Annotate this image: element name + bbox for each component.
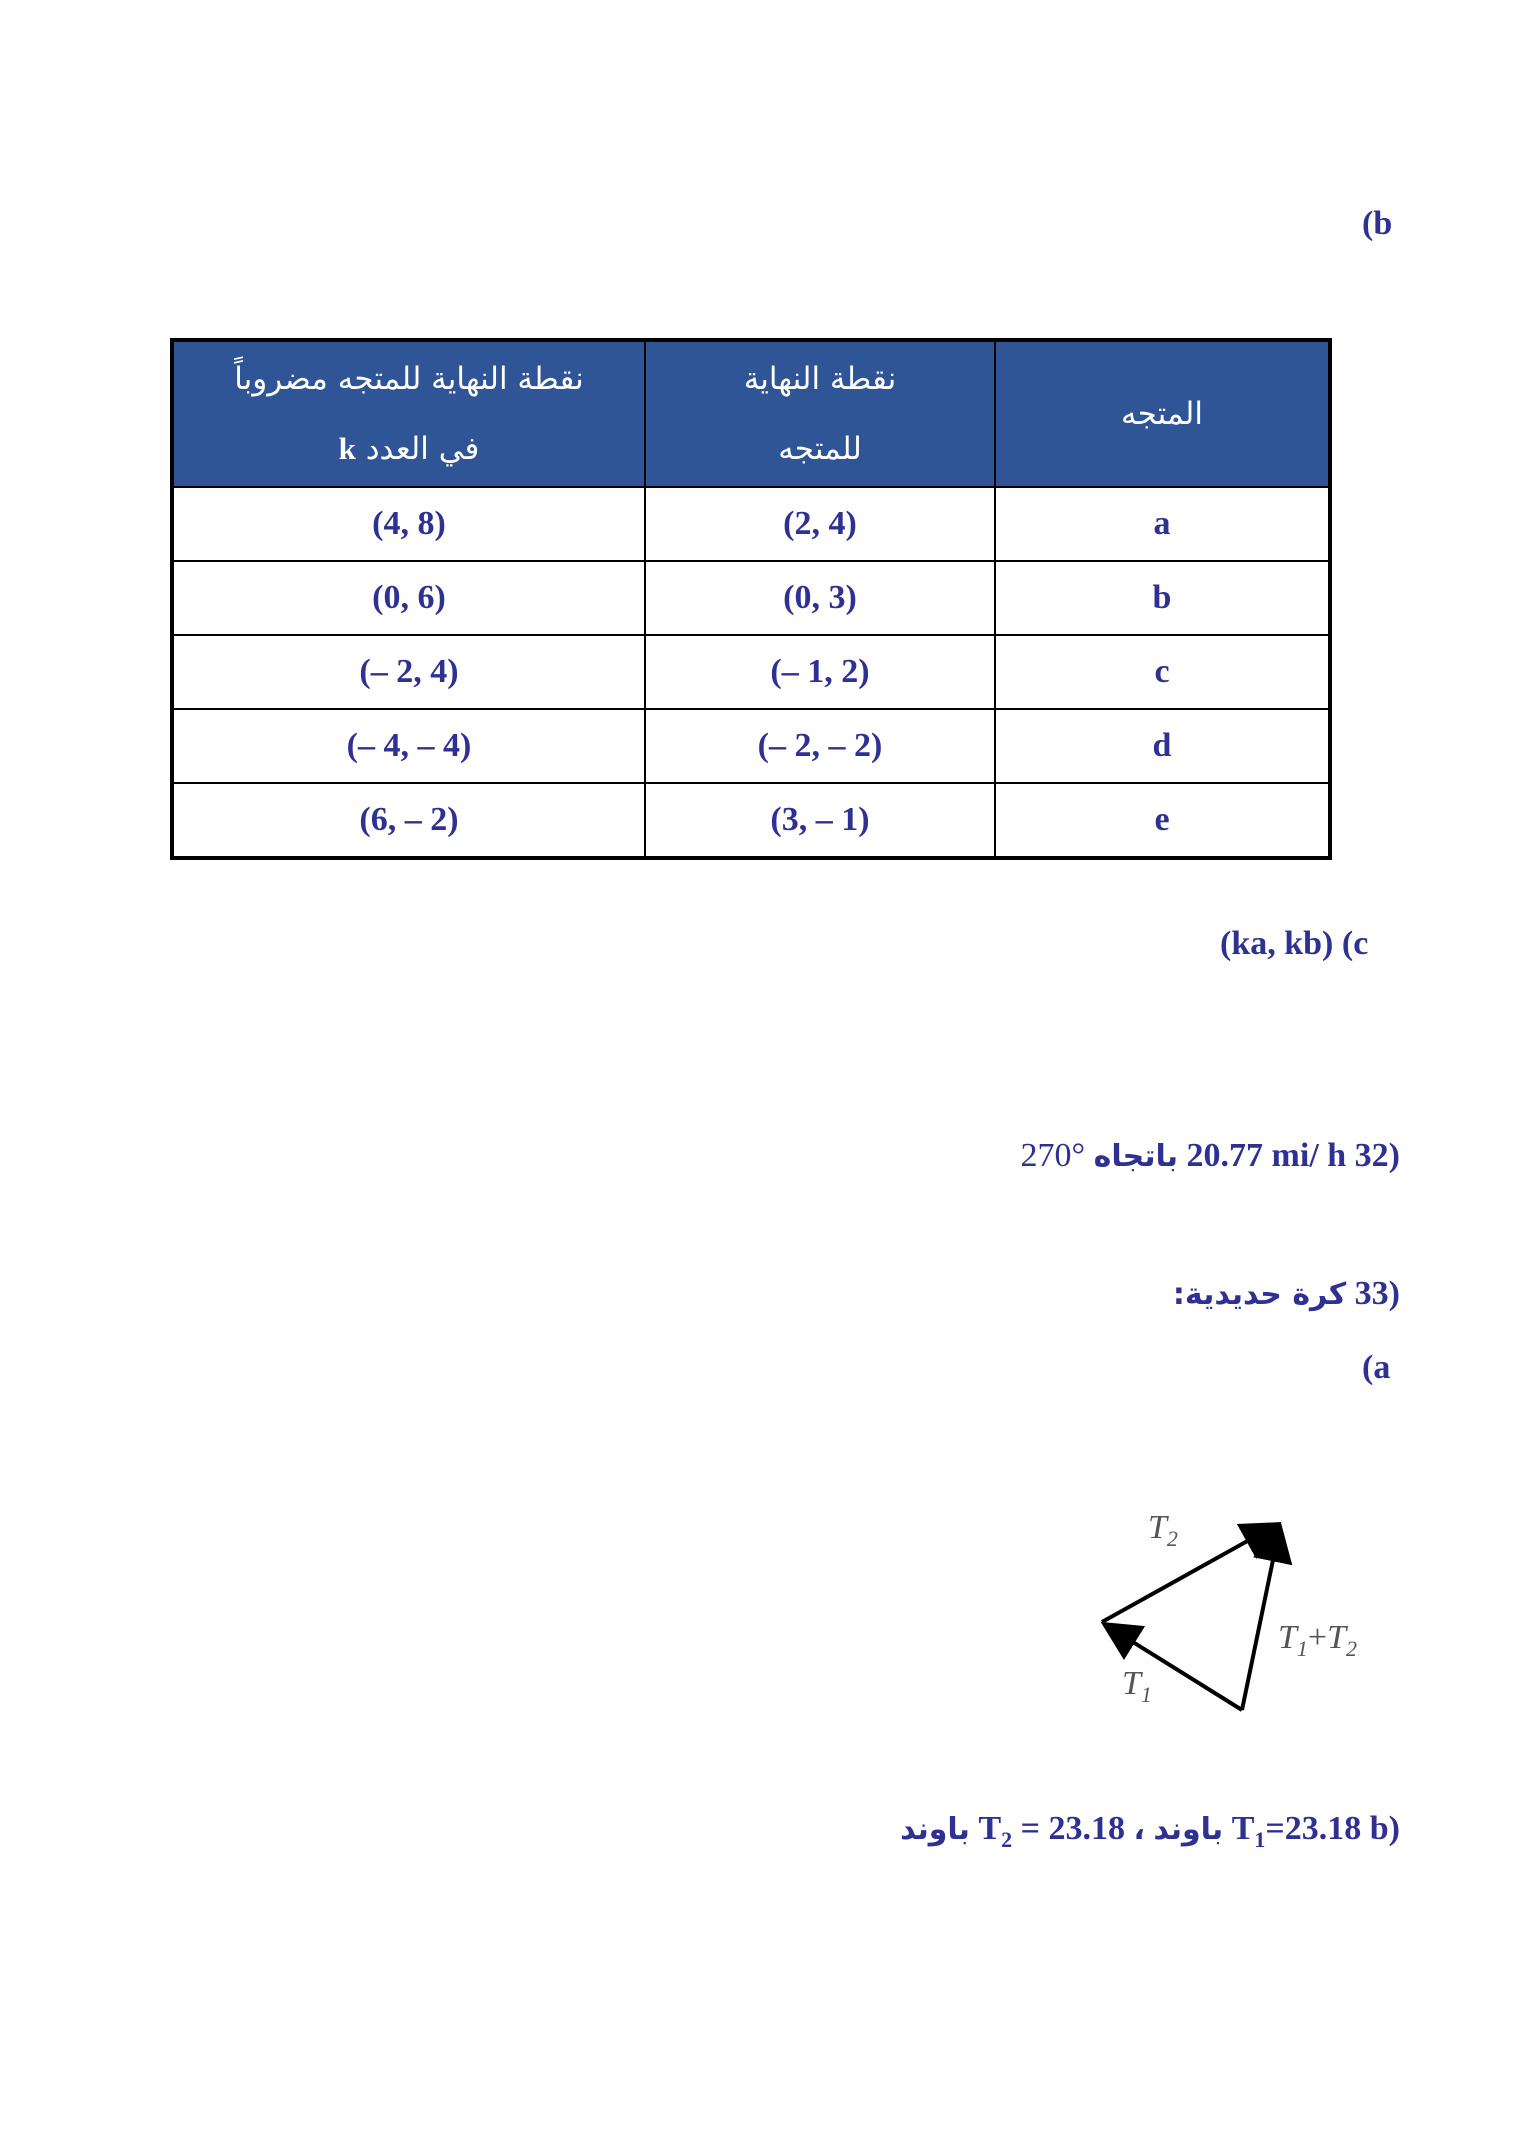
t2-value: = 23.18 <box>1012 1810 1125 1847</box>
cell-vector: c <box>995 635 1330 709</box>
t2-label: $T_2$ <box>1148 1509 1178 1551</box>
header-k: k <box>338 431 356 466</box>
cell-endpoint: (3, – 1) <box>645 783 995 858</box>
q33-part-b-line <box>900 1810 1400 1853</box>
sum-label: $T_1+T_2$ <box>1278 1619 1358 1661</box>
separator: ، <box>1133 1812 1145 1847</box>
t2-vector-arrow <box>1102 1524 1278 1622</box>
table-row <box>172 635 1330 709</box>
t1-symbol: T <box>1231 1810 1255 1847</box>
vector-table <box>170 338 1332 860</box>
cell-vector: d <box>995 709 1330 783</box>
cell-endpoint: (0, 3) <box>645 561 995 635</box>
cell-scaled: (– 4, – 4) <box>172 709 645 783</box>
q33-number: (33 <box>1354 1275 1400 1312</box>
part-c-label: (c <box>1341 925 1369 962</box>
t1-label: $T_1$ <box>1122 1665 1152 1707</box>
t1-value: =23.18 <box>1265 1810 1362 1847</box>
cell-vector: b <box>995 561 1330 635</box>
t1-unit: باوند <box>1153 1812 1224 1847</box>
header-endpoint <box>645 340 995 487</box>
header-vector: المتجه <box>995 340 1330 487</box>
t2-unit: باوند <box>900 1812 970 1847</box>
table-row <box>172 487 1330 561</box>
q33-title: كرة حديدية: <box>1172 1277 1347 1312</box>
q32-angle: 270° <box>1020 1137 1086 1174</box>
q33-line <box>1173 1275 1400 1313</box>
t2-symbol: T <box>978 1810 1002 1847</box>
header-scaled-line2-text: في العدد <box>365 431 480 467</box>
header-scaled-line2 <box>174 414 644 484</box>
cell-scaled: (6, – 2) <box>172 783 645 858</box>
cell-endpoint: (– 2, – 2) <box>645 709 995 783</box>
q32-line <box>1021 1137 1400 1175</box>
q33-part-a-label: (a <box>1362 1349 1391 1386</box>
vector-triangle-diagram <box>1080 1500 1400 1740</box>
header-scaled-line1: نقطة النهاية للمتجه مضروباً <box>234 361 584 397</box>
cell-scaled: (0, 6) <box>172 561 645 635</box>
t1-expression <box>1231 1810 1362 1852</box>
cell-vector: e <box>995 783 1330 858</box>
sum-vector-arrow <box>1242 1526 1280 1710</box>
cell-scaled: (– 2, 4) <box>172 635 645 709</box>
part-c-text: (ka, kb) <box>1220 925 1334 962</box>
q32-number: (32 <box>1354 1137 1400 1174</box>
cell-vector: a <box>995 487 1330 561</box>
t1-subscript: 1 <box>1254 1826 1266 1852</box>
part-c-line <box>1220 925 1368 963</box>
table-row <box>172 561 1330 635</box>
table-row <box>172 709 1330 783</box>
cell-endpoint: (– 1, 2) <box>645 635 995 709</box>
table-header-row <box>172 340 1330 487</box>
header-endpoint-line1: نقطة النهاية <box>743 361 897 397</box>
header-scaled-endpoint <box>172 340 645 487</box>
q32-speed: 20.77 mi/ h <box>1186 1137 1347 1174</box>
table-row <box>172 783 1330 858</box>
part-b-label: (b <box>1362 205 1393 242</box>
q32-direction-word: باتجاه <box>1093 1139 1179 1174</box>
t2-expression <box>978 1810 1125 1852</box>
cell-endpoint: (2, 4) <box>645 487 995 561</box>
cell-scaled: (4, 8) <box>172 487 645 561</box>
q33-part-b-label: (b <box>1369 1810 1400 1847</box>
t2-subscript: 2 <box>1001 1826 1013 1852</box>
header-endpoint-line2: للمتجه <box>778 431 862 467</box>
